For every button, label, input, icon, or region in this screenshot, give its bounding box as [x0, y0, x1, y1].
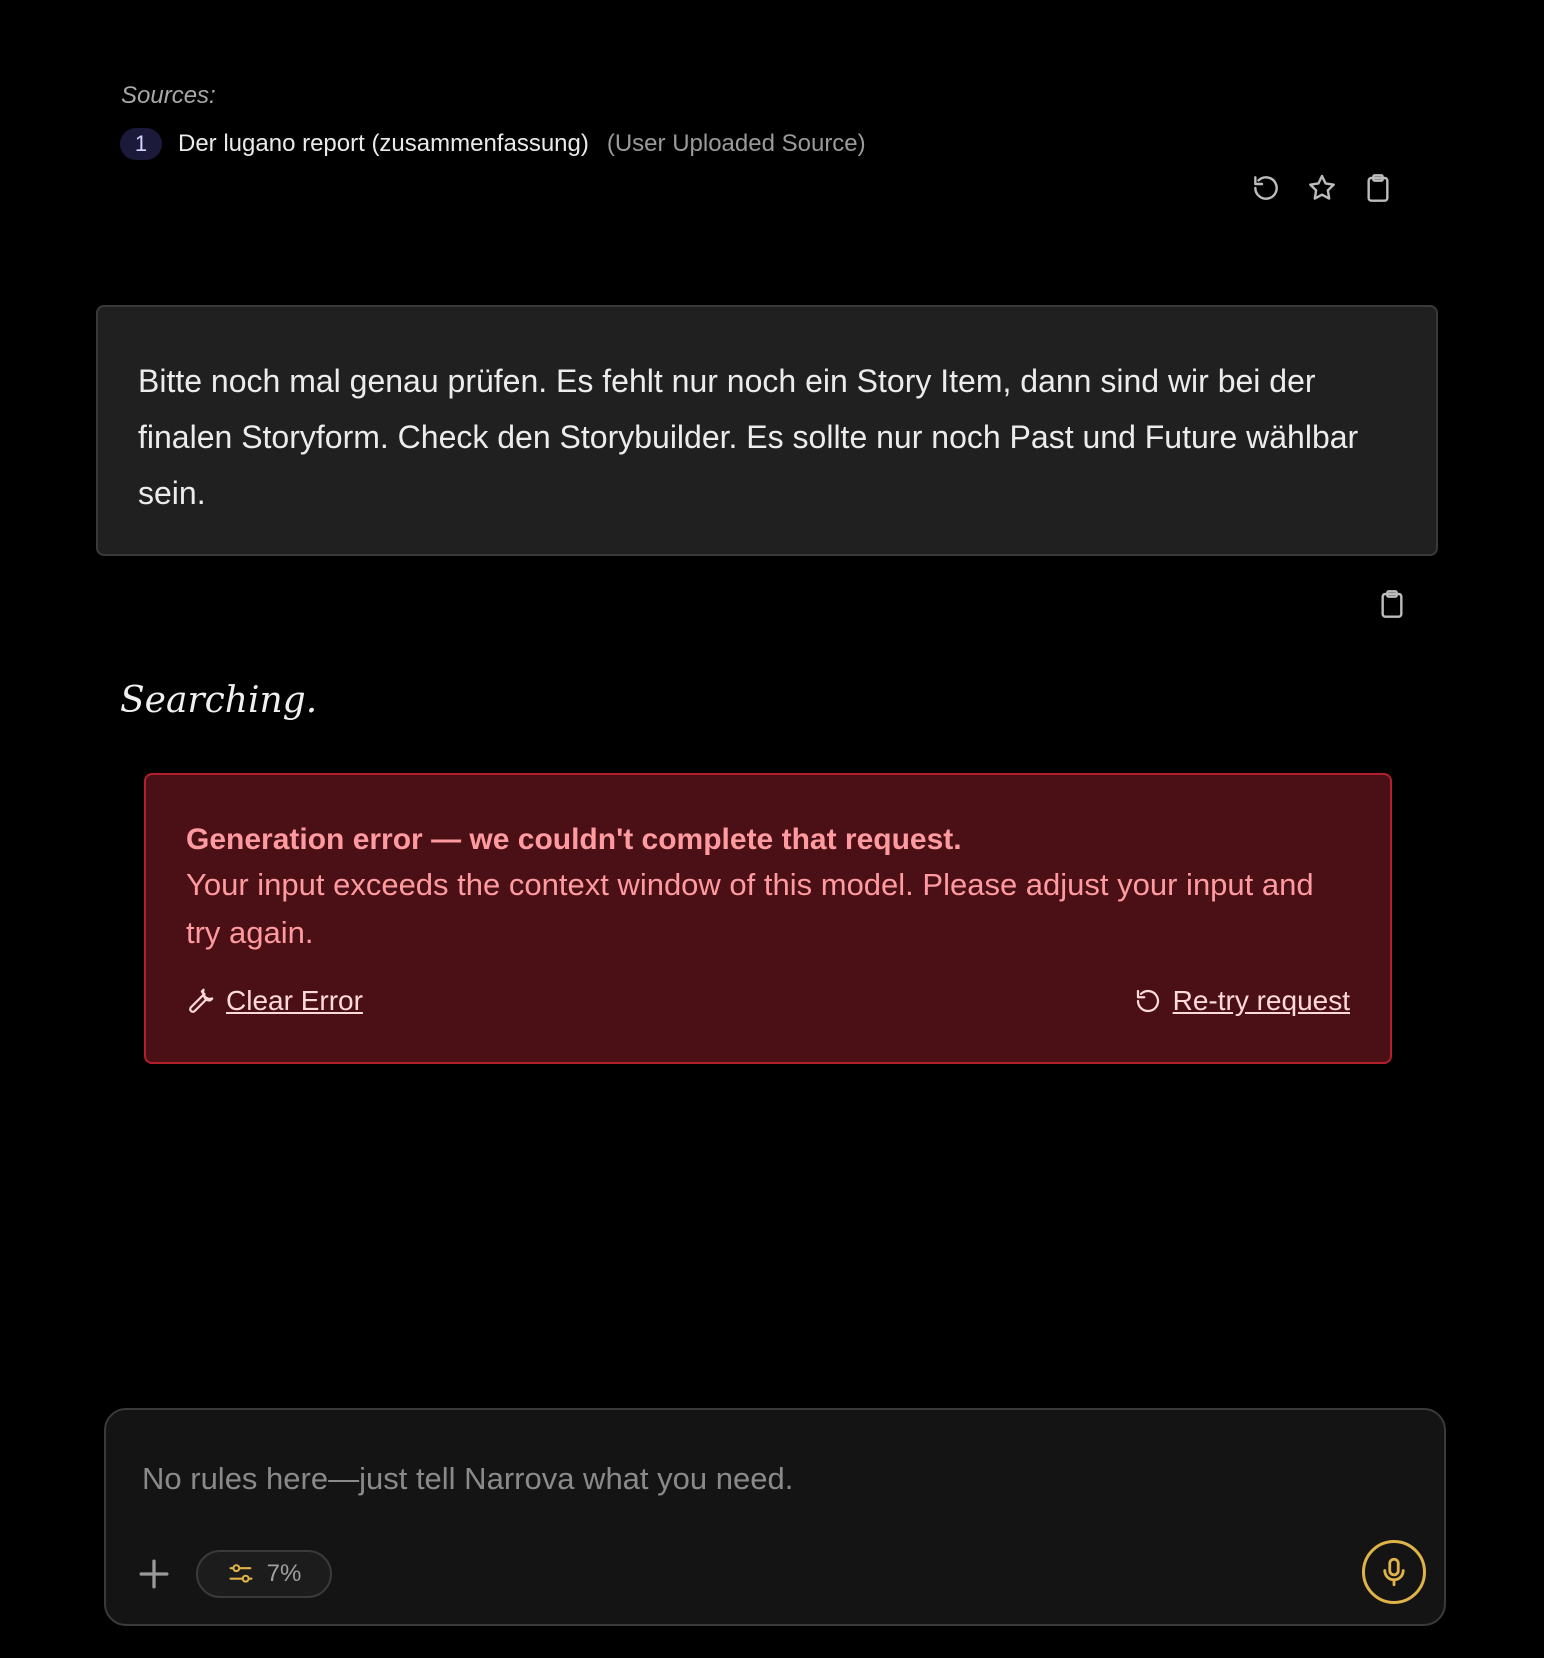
favorite-button[interactable] [1306, 172, 1338, 204]
error-card [144, 773, 1392, 1064]
clipboard-icon [1362, 172, 1394, 204]
source-number-badge: 1 [120, 128, 162, 160]
retry-request-label: Re-try request [1172, 985, 1350, 1016]
sources-label: Sources: [121, 82, 216, 109]
user-message [96, 305, 1438, 556]
source-title[interactable]: Der lugano report (zusammenfassung) [178, 130, 589, 157]
refresh-icon [1250, 172, 1282, 204]
clear-error-button[interactable] [186, 985, 363, 1017]
copy-user-message-button[interactable] [1376, 588, 1408, 620]
regenerate-button[interactable] [1250, 172, 1282, 204]
wrench-icon [186, 986, 216, 1016]
assistant-message-actions [1250, 172, 1394, 204]
searching-status: Searching. [120, 680, 318, 721]
copy-button[interactable] [1362, 172, 1394, 204]
message-input[interactable] [140, 1460, 1344, 1498]
plus-icon [132, 1552, 176, 1596]
clipboard-icon [1376, 588, 1408, 620]
add-attachment-button[interactable] [132, 1552, 176, 1596]
source-item[interactable] [120, 128, 866, 160]
context-usage-pill[interactable] [196, 1550, 332, 1598]
retry-request-button[interactable] [1133, 985, 1350, 1017]
user-message-text: Bitte noch mal genau prüfen. Es fehlt nur noch ein Story Item, dann sind wir bei der finalen Storyform. Check den Storybuilder. Es sollte nur noch Past und Future wählbar sein. [138, 363, 1359, 511]
error-message: Your input exceeds the context window of this model. Please adjust your input and try again. [186, 867, 1314, 950]
message-composer [104, 1408, 1446, 1626]
star-icon [1306, 172, 1338, 204]
source-tag: (User Uploaded Source) [606, 130, 866, 157]
context-usage-value: 7% [266, 1560, 302, 1587]
sliders-icon [227, 1560, 255, 1588]
microphone-icon [1377, 1555, 1411, 1589]
error-title: Generation error — we couldn't complete that request. [186, 823, 962, 856]
microphone-button[interactable] [1362, 1540, 1426, 1604]
refresh-icon [1133, 986, 1163, 1016]
clear-error-label: Clear Error [226, 985, 363, 1016]
error-actions [186, 985, 1350, 1017]
